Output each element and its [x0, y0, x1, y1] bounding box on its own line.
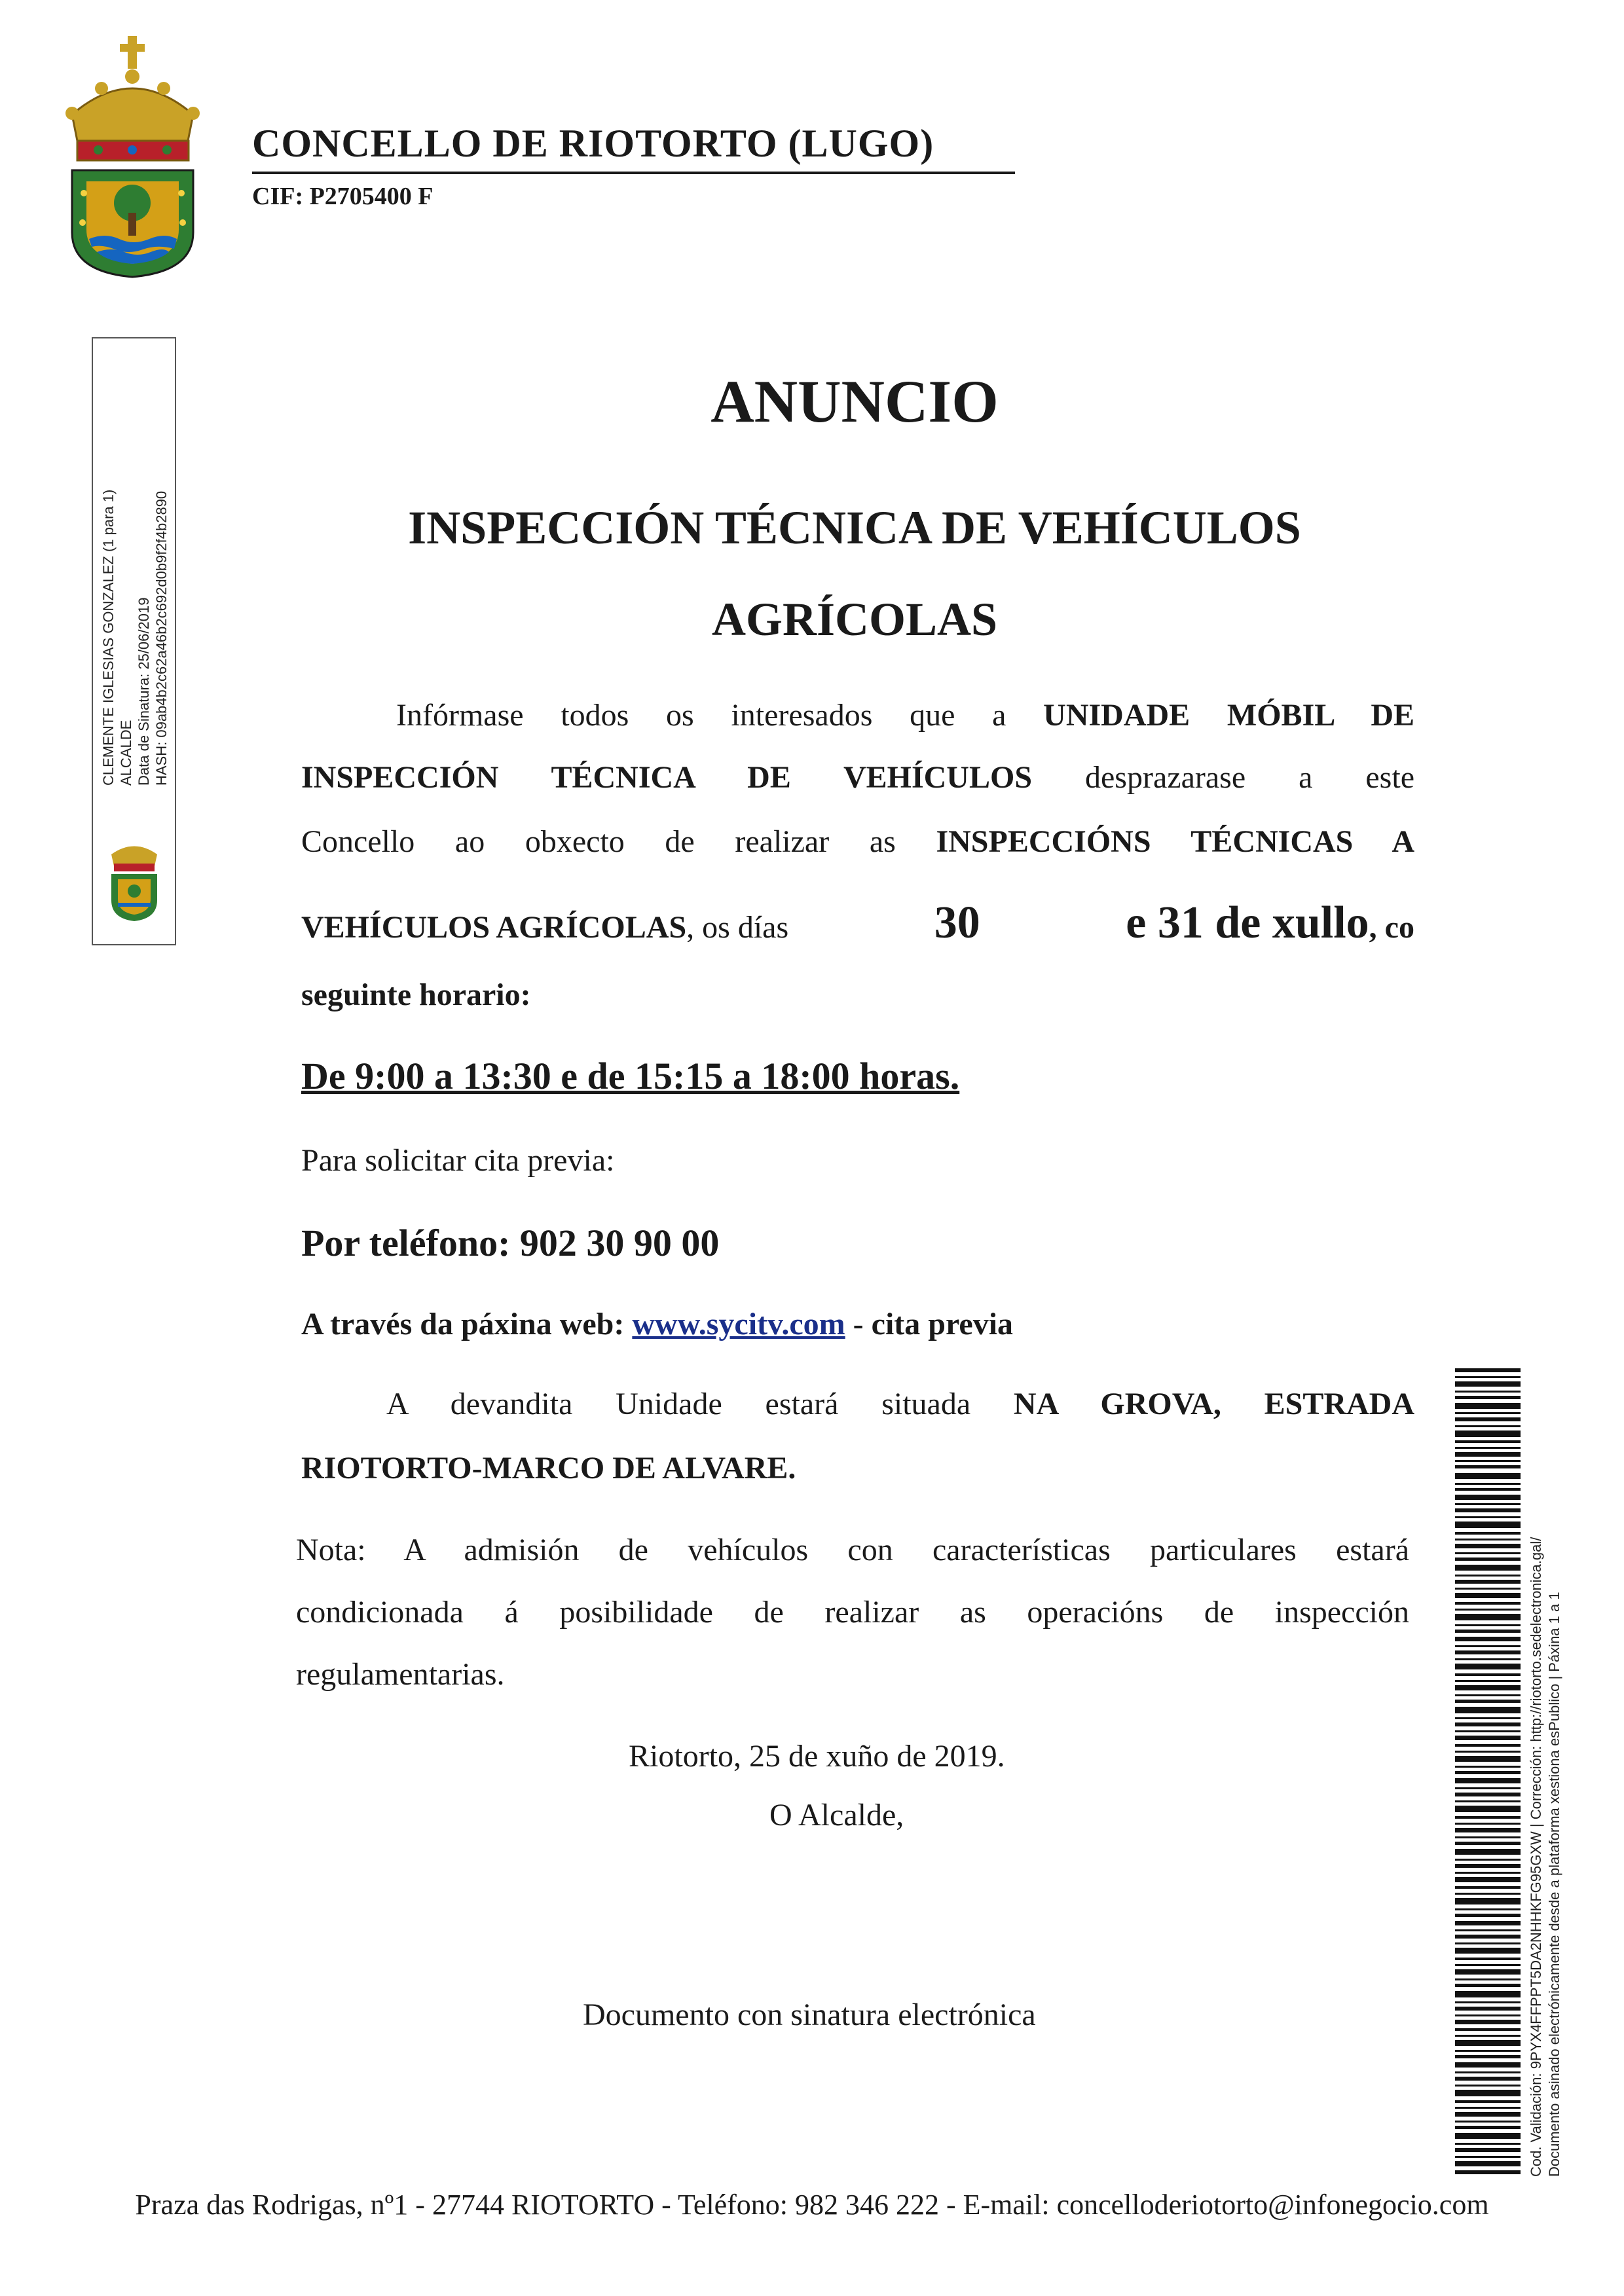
website-link[interactable]: www.sycitv.com — [632, 1307, 845, 1341]
signature-stamp-text — [100, 196, 170, 786]
paragraph-1-line-2: INSPECCIÓN TÉCNICA DE VEHÍCULOS desprazarase a este — [301, 760, 1414, 795]
validation-platform: Documento asinado electrónicamente desde a plataforma xestiona esPublico | Páxina 1 a 1 — [1546, 1592, 1562, 2177]
electronic-signature-note: Documento con sinatura electrónica — [583, 1997, 1036, 2032]
validation-barcode — [1455, 1368, 1521, 2177]
organization-cif: CIF: P2705400 F — [252, 183, 434, 210]
validation-code: Cod. Validación: 9PYX4FFPPT5DA2NHHKFG95GXW | Corrección: http://riotorto.sedelectronica.gal/ — [1528, 1537, 1544, 2177]
signature-crest-icon — [105, 835, 164, 923]
signer-title: O Alcalde, — [769, 1798, 904, 1832]
paragraph-1-line-3: Concello ao obxecto de realizar as INSPECCIÓNS TÉCNICAS A — [301, 824, 1414, 859]
paragraph-1-line-4: VEHÍCULOS AGRÍCOLAS, os días 30 e 31 de xullo, co — [301, 898, 1414, 948]
validation-code-text — [1527, 1365, 1573, 2177]
note-line-1: Nota: A admisión de vehículos con características particulares estará — [296, 1533, 1409, 1567]
document-date: Riotorto, 25 de xuño de 2019. — [629, 1739, 1005, 1774]
document-subtitle-line-1: INSPECCIÓN TÉCNICA DE VEHÍCULOS — [408, 501, 1301, 554]
signature-signer: CLEMENTE IGLESIAS GONZALEZ (1 para 1) — [100, 489, 117, 786]
location-line-1: A devandita Unidade estará situada NA GROVA, ESTRADA — [386, 1387, 1414, 1421]
inspection-day-1: 30 — [934, 898, 980, 948]
paragraph-1-line-5: seguinte horario: — [301, 977, 531, 1012]
footer-contact: Praza das Rodrigas, nº1 - 27744 RIOTORTO - Teléfono: 982 346 222 - E-mail: concelloderiotorto@infonegocio.com — [135, 2189, 1489, 2221]
note-line-2: condicionada á posibilidade de realizar as operacións de inspección — [296, 1595, 1409, 1630]
signature-hash: HASH: 09ab4b2c62a46b2c692d0b9f2f4b2890 — [153, 490, 170, 786]
inspection-dates: e 31 de xullo — [1126, 898, 1369, 948]
schedule-hours: De 9:00 a 13:30 e de 15:15 a 18:00 horas. — [301, 1055, 960, 1097]
location-line-2: RIOTORTO-MARCO DE ALVARE. — [301, 1451, 796, 1485]
signature-date: Data de Sinatura: 25/06/2019 — [136, 597, 152, 786]
paragraph-1-line-1: Infórmase todos os interesados que a UNIDADE MÓBIL DE — [396, 698, 1415, 733]
document-title: ANUNCIO — [710, 368, 999, 435]
appointment-phone: Por teléfono: 902 30 90 00 — [301, 1222, 720, 1264]
header-rule — [252, 172, 1015, 174]
appointment-intro: Para solicitar cita previa: — [301, 1143, 615, 1178]
organization-name: CONCELLO DE RIOTORTO (LUGO) — [252, 122, 934, 165]
appointment-web: A través da páxina web: www.sycitv.com - cita previa — [301, 1307, 1014, 1341]
document-subtitle-line-2: AGRÍCOLAS — [711, 593, 998, 646]
signature-role: ALCALDE — [118, 720, 134, 786]
note-line-3: regulamentarias. — [296, 1657, 505, 1692]
